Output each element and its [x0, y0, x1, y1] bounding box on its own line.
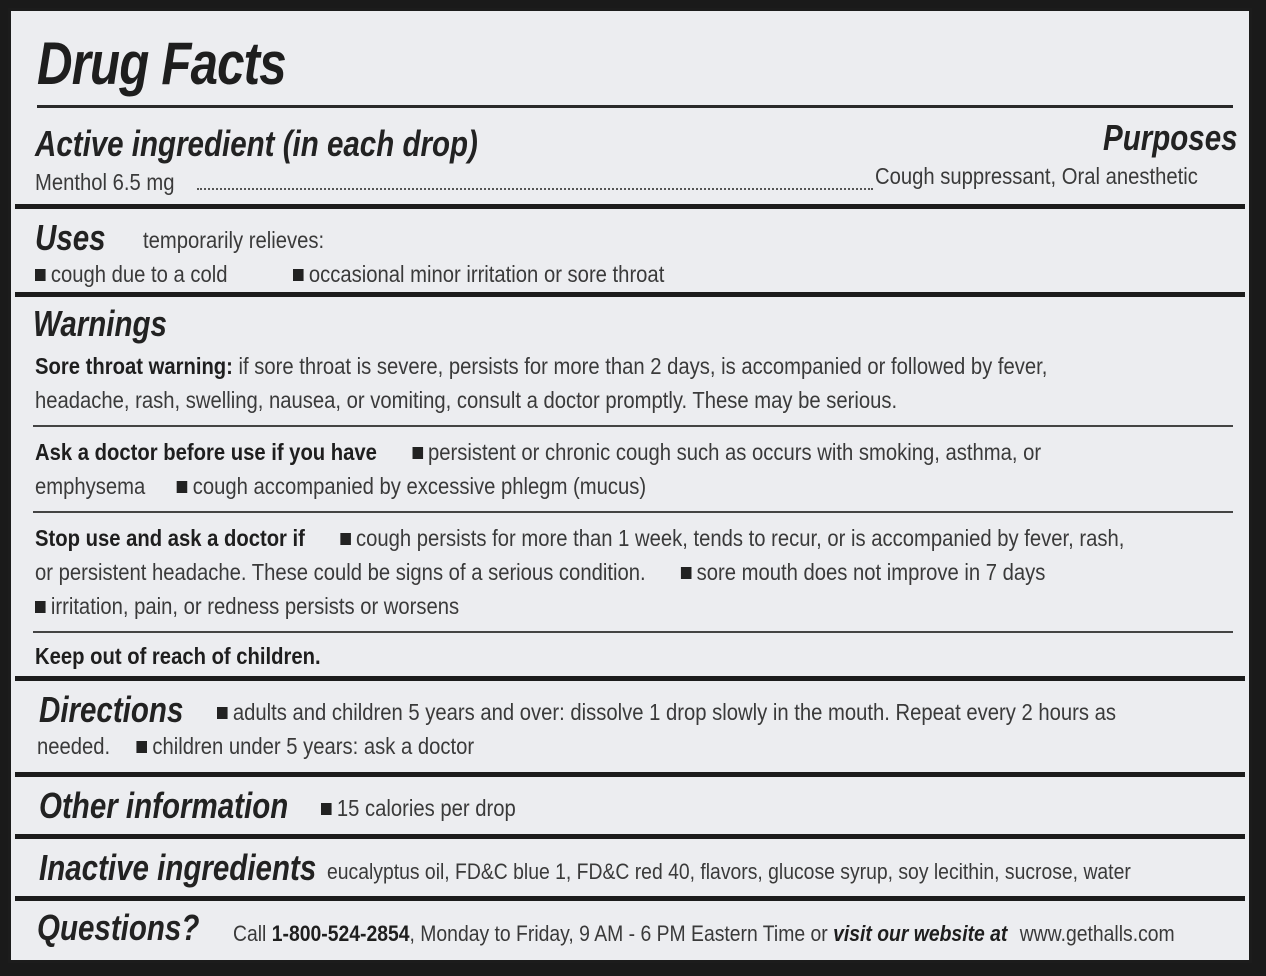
- questions-text: [233, 921, 1175, 947]
- other-info-heading: Other information: [39, 785, 289, 826]
- uses-heading: Uses: [35, 217, 106, 258]
- ask-doctor-item: persistent or chronic cough such as occurs with smoking, asthma, or: [427, 439, 1042, 465]
- warnings-heading: Warnings: [33, 303, 167, 344]
- directions-item: adults and children 5 years and over: dissolve 1 drop slowly in the mouth. Repeat every 2 hours as: [232, 699, 1117, 725]
- bullet-icon: [35, 601, 46, 613]
- stop-use-line-cont: [35, 593, 459, 620]
- directions-item: children under 5 years: ask a doctor: [152, 733, 475, 759]
- directions-item-cont: needed.: [37, 733, 111, 759]
- ask-doctor-label: Ask a doctor before use if you have: [35, 439, 377, 465]
- ask-doctor-item: cough accompanied by excessive phlegm (mucus): [192, 473, 647, 499]
- purpose-text: Cough suppressant, Oral anesthetic: [875, 163, 1198, 189]
- directions-line-cont: [37, 733, 474, 760]
- sore-throat-warning: [35, 353, 1047, 380]
- visit-label: visit our website at: [833, 921, 1008, 946]
- uses-item: [35, 261, 228, 288]
- bullet-icon: [217, 707, 228, 719]
- purposes-heading: Purposes: [1103, 117, 1238, 158]
- sore-throat-text: if sore throat is severe, persists for more than 2 days, is accompanied or followed by fever,: [232, 353, 1048, 379]
- title-rule: [37, 105, 1233, 108]
- uses-item-text: cough due to a cold: [50, 261, 228, 287]
- ingredient-text: Menthol 6.5 mg: [35, 169, 175, 195]
- call-label: Call: [233, 921, 272, 946]
- bullet-icon: [412, 447, 423, 459]
- bullet-icon: [177, 481, 188, 493]
- other-info-line: [321, 795, 516, 822]
- bullet-icon: [35, 269, 46, 281]
- active-ingredient-heading: Active ingredient (in each drop): [35, 123, 478, 164]
- other-info-section: [15, 777, 1245, 839]
- active-ingredient-section: [15, 11, 1245, 209]
- hours-text: , Monday to Friday, 9 AM - 6 PM Eastern Time or: [409, 921, 834, 946]
- sore-throat-label: Sore throat warning:: [35, 353, 233, 379]
- warnings-divider: [33, 631, 1233, 633]
- warnings-section: [15, 297, 1245, 681]
- phone-number: 1-800-524-2854: [271, 921, 410, 946]
- stop-use-item: cough persists for more than 1 week, tends to recur, or is accompanied by fever, rash,: [355, 525, 1125, 551]
- uses-section: [15, 209, 1245, 297]
- uses-intro: temporarily relieves:: [143, 227, 325, 253]
- drug-facts-panel: [8, 8, 1252, 963]
- bullet-icon: [340, 533, 351, 545]
- questions-heading: Questions?: [37, 907, 200, 948]
- stop-use-line: [35, 525, 1124, 552]
- stop-use-label: Stop use and ask a doctor if: [35, 525, 305, 551]
- stop-use-line-cont: [35, 559, 1045, 586]
- inactive-ingredients-text: eucalyptus oil, FD&C blue 1, FD&C red 40, flavors, glucose syrup, soy lecithin, sucrose, water: [327, 859, 1131, 884]
- questions-section: [15, 901, 1245, 959]
- page-title: Drug Facts: [37, 30, 286, 97]
- ask-doctor-line-cont: [35, 473, 646, 500]
- warnings-divider: [33, 511, 1233, 513]
- leader-dots: [197, 188, 873, 190]
- inactive-ingredients-section: [15, 839, 1245, 901]
- uses-item-text: occasional minor irritation or sore throat: [308, 261, 665, 287]
- sore-throat-warning-cont: headache, rash, swelling, nausea, or vomiting, consult a doctor promptly. These may be serious.: [35, 387, 898, 413]
- bullet-icon: [293, 269, 304, 281]
- stop-use-item: irritation, pain, or redness persists or worsens: [50, 593, 460, 619]
- uses-item: [293, 261, 664, 288]
- directions-section: [15, 681, 1245, 777]
- directions-heading: Directions: [39, 689, 184, 730]
- ask-doctor-item-cont: emphysema: [35, 473, 146, 499]
- keep-out-of-reach: [35, 643, 321, 670]
- directions-line: [217, 699, 1116, 726]
- bullet-icon: [681, 567, 692, 579]
- bullet-icon: [321, 803, 332, 815]
- keep-out-text: Keep out of reach of children.: [35, 643, 321, 669]
- ask-doctor-line: [35, 439, 1041, 466]
- other-info-item: 15 calories per drop: [336, 795, 516, 821]
- stop-use-item-cont: or persistent headache. These could be signs of a serious condition.: [35, 559, 646, 585]
- warnings-divider: [33, 425, 1233, 427]
- inactive-ingredients-heading: Inactive ingredients: [39, 847, 317, 888]
- stop-use-item: sore mouth does not improve in 7 days: [696, 559, 1046, 585]
- bullet-icon: [137, 741, 148, 753]
- website-link[interactable]: www.gethalls.com: [1019, 921, 1175, 946]
